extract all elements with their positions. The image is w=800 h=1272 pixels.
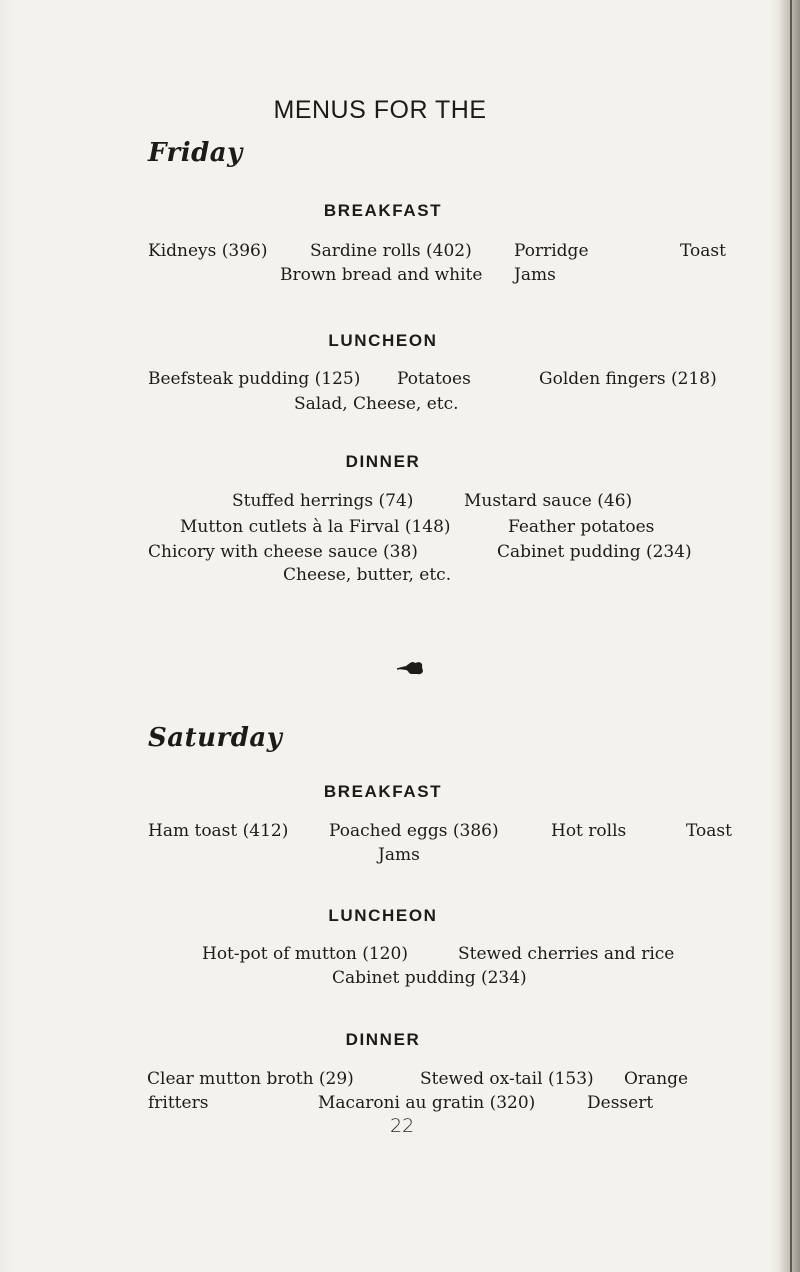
- saturday-breakfast-item: Ham toast (412): [148, 821, 289, 841]
- saturday-dinner-item: fritters: [148, 1093, 209, 1113]
- friday-breakfast-heading: BREAKFAST: [323, 201, 443, 220]
- friday-breakfast-item: Porridge: [514, 241, 589, 261]
- friday-breakfast-item: Brown bread and white: [280, 265, 483, 285]
- saturday-breakfast-item: Toast: [686, 821, 732, 841]
- saturday-dinner-item: Orange: [624, 1069, 689, 1089]
- friday-dinner-item: Stuffed herrings (74): [232, 491, 414, 511]
- friday-luncheon-heading: LUNCHEON: [328, 331, 438, 350]
- saturday-breakfast-item: Jams: [378, 845, 420, 865]
- saturday-dinner-heading: DINNER: [345, 1030, 421, 1049]
- saturday-breakfast-heading: BREAKFAST: [323, 782, 443, 801]
- friday-luncheon-item: Golden fingers (218): [539, 369, 717, 389]
- friday-dinner-heading: DINNER: [345, 452, 421, 471]
- page-edge-shadow: [778, 0, 800, 1272]
- saturday-dinner-item: Stewed ox-tail (153): [420, 1069, 594, 1089]
- friday-dinner-item: Feather potatoes: [508, 517, 655, 537]
- saturday-luncheon-item: Cabinet pudding (234): [332, 968, 527, 988]
- saturday-luncheon-item: Stewed cherries and rice: [458, 944, 675, 964]
- friday-dinner-item: Mutton cutlets à la Firval (148): [180, 517, 451, 537]
- friday-dinner-item: Cheese, butter, etc.: [283, 565, 452, 585]
- friday-breakfast-item: Sardine rolls (402): [310, 241, 472, 261]
- friday-luncheon-item: Salad, Cheese, etc.: [294, 394, 459, 414]
- friday-luncheon-item: Beefsteak pudding (125): [148, 369, 361, 389]
- saturday-luncheon-heading: LUNCHEON: [328, 906, 438, 925]
- day-title-saturday: Saturday: [148, 723, 283, 753]
- friday-breakfast-item: Jams: [514, 265, 556, 285]
- saturday-dinner-item: Dessert: [587, 1093, 654, 1113]
- friday-breakfast-item: Toast: [680, 241, 726, 261]
- friday-dinner-item: Cabinet pudding (234): [497, 542, 692, 562]
- saturday-breakfast-item: Poached eggs (386): [329, 821, 499, 841]
- saturday-luncheon-item: Hot-pot of mutton (120): [202, 944, 408, 964]
- page-number: 22: [390, 1115, 415, 1137]
- saturday-dinner-item: Macaroni au gratin (320): [318, 1093, 536, 1113]
- friday-luncheon-item: Potatoes: [397, 369, 471, 389]
- hand-pointer-ornament-icon: [397, 660, 425, 676]
- friday-breakfast-item: Kidneys (396): [148, 241, 268, 261]
- page-edge-line: [790, 0, 792, 1272]
- page-header: MENUS FOR THE: [273, 96, 487, 124]
- friday-dinner-item: Mustard sauce (46): [464, 491, 633, 511]
- day-title-friday: Friday: [148, 138, 243, 168]
- saturday-breakfast-item: Hot rolls: [551, 821, 627, 841]
- friday-dinner-item: Chicory with cheese sauce (38): [148, 542, 418, 562]
- saturday-dinner-item: Clear mutton broth (29): [147, 1069, 354, 1089]
